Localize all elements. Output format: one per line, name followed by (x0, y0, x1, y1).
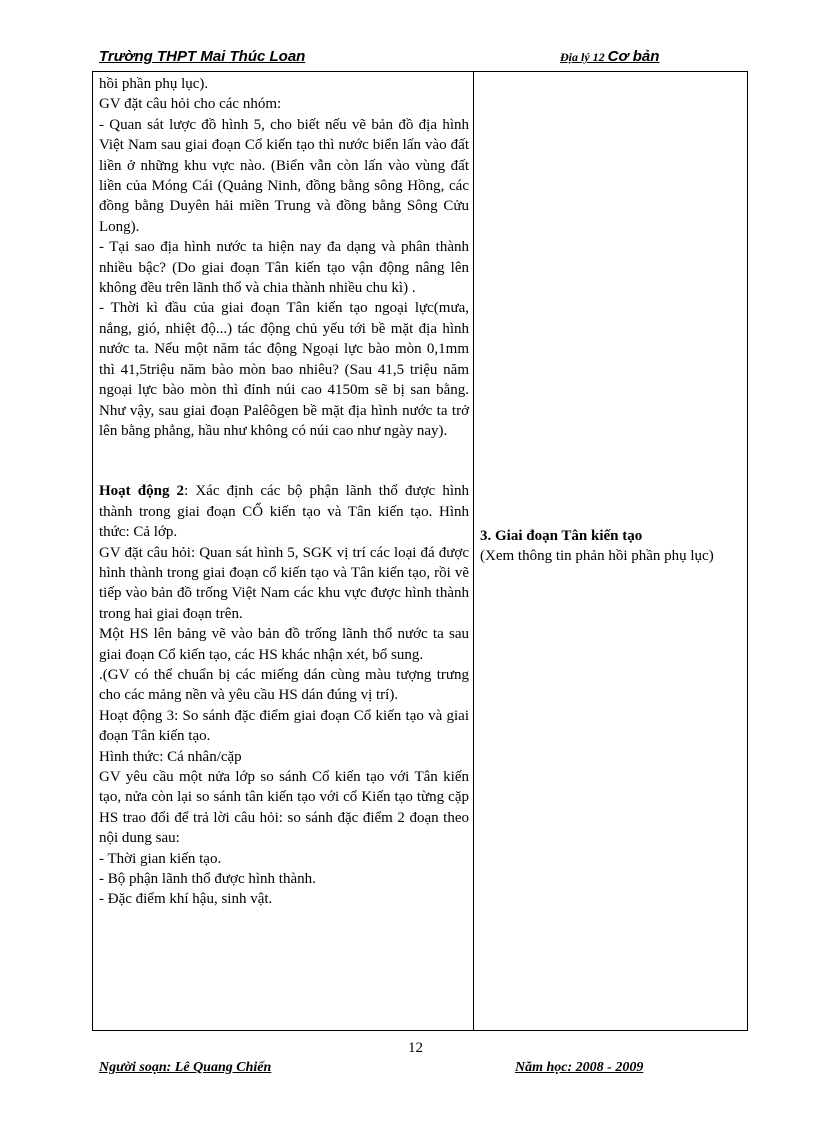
activity-2 (99, 481, 469, 542)
subject-level: Cơ bản (607, 48, 660, 65)
list-item: - Thời gian kiến tạo. (99, 850, 222, 867)
paragraph: GV đặt câu hỏi cho các nhóm: (99, 96, 282, 113)
paragraph: - Thời kì đầu của giai đoạn Tân kiến tạo ngoại lực(mưa, nắng, gió, nhiệt độ...) tác động chủ yếu tới bề mặt địa hình nước ta. Nếu một năm tác động Ngoại lực bào mòn 0,1mm thì 41,5triệu năm bào mòn bao nhiêu? (Sau 41,5 triệu năm ngoại lực bào mòn thì đỉnh núi cao 4150m sẽ bị san bằng. Như vậy, sau giai đoạn Palêôgen bề mặt địa hình nước ta trở lên bằng phẳng, hầu như không có núi cao như ngày nay). (99, 300, 469, 439)
paragraph: Hình thức: Cá nhân/cặp (99, 748, 242, 765)
activity-2-text: : Xác định các bộ phận lãnh thổ được hình thành trong giai đoạn CỔ kiến tạo và Tân kiến tạo. Hình thức: Cả lớp. (99, 483, 469, 541)
school-name: Trường THPT Mai Thúc Loan (99, 48, 306, 65)
paragraph: GV yêu cầu một nửa lớp so sánh Cổ kiến tạo với Tân kiến tạo, nửa còn lại so sánh tân kiến tạo với cổ Kiến tạo từng cặp HS trao đổi để trả lời câu hỏi: so sánh đặc điểm 2 đoạn theo nội dung sau: (99, 769, 469, 847)
list-item: - Đặc điểm khí hậu, sinh vật. (99, 891, 273, 908)
paragraph: Một HS lên bảng vẽ vào bản đồ trống lãnh thổ nước ta sau giai đoạn Cổ kiến tạo, các HS khác nhận xét, bổ sung. (99, 626, 469, 663)
paragraph: hồi phần phụ lục). (99, 76, 209, 92)
paragraph: - Tại sao địa hình nước ta hiện nay đa dạng và phân thành nhiều bậc? (Do giai đoạn Tân kiến tạo vận động nâng lên không đều trên lãnh thổ và chia thành nhiều chu kì) . (99, 239, 469, 297)
section-heading: 3. Giai đoạn Tân kiến tạo (480, 528, 643, 544)
paragraph: Hoạt động 3: So sánh đặc điểm giai đoạn Cổ kiến tạo và giai đoạn Tân kiến tạo. (99, 707, 469, 745)
page-number: 12 (408, 1040, 423, 1056)
list-item: - Bộ phận lãnh thổ được hình thành. (99, 871, 316, 888)
author: Người soạn: Lê Quang Chiến (99, 1060, 272, 1075)
lesson-table (92, 71, 748, 1031)
subject-label (560, 48, 659, 66)
column-divider (473, 72, 474, 1030)
paragraph: - Quan sát lược đồ hình 5, cho biết nếu vẽ bản đồ địa hình Việt Nam sau giai đoạn Cổ kiến tạo thì nước biển lấn vào đất liền ở những khu vực nào. (Biển vẫn còn lấn vào vùng đất liền của Móng Cái (Quảng Ninh, đồng bằng sông Hồng, các đồng bằng Duyên hải miền Trung và đồng bằng Sông Cửu Long). (99, 116, 469, 235)
section-text: (Xem thông tin phản hồi phần phụ lục) (480, 548, 714, 565)
content-column (480, 526, 742, 567)
activity-2-title: Hoạt động 2 (99, 483, 185, 500)
subject-grade: Địa lý 12 (560, 50, 608, 64)
school-year: Năm học: 2008 - 2009 (515, 1060, 644, 1075)
paragraph: GV đặt câu hỏi: Quan sát hình 5, SGK vị trí các loại đá được hình thành trong giai đoạn cổ kiến tạo và Tân kiến tạo, rồi vẽ tiếp vào bản đồ trống Việt Nam các khu vực được hình thành trong hai giai đoạn trên. (99, 544, 469, 622)
paragraph: .(GV có thể chuẩn bị các miếng dán cùng màu tượng trưng cho các mảng nền và yêu cầu HS dán đúng vị trí). (99, 666, 469, 704)
activities-column (99, 74, 469, 910)
